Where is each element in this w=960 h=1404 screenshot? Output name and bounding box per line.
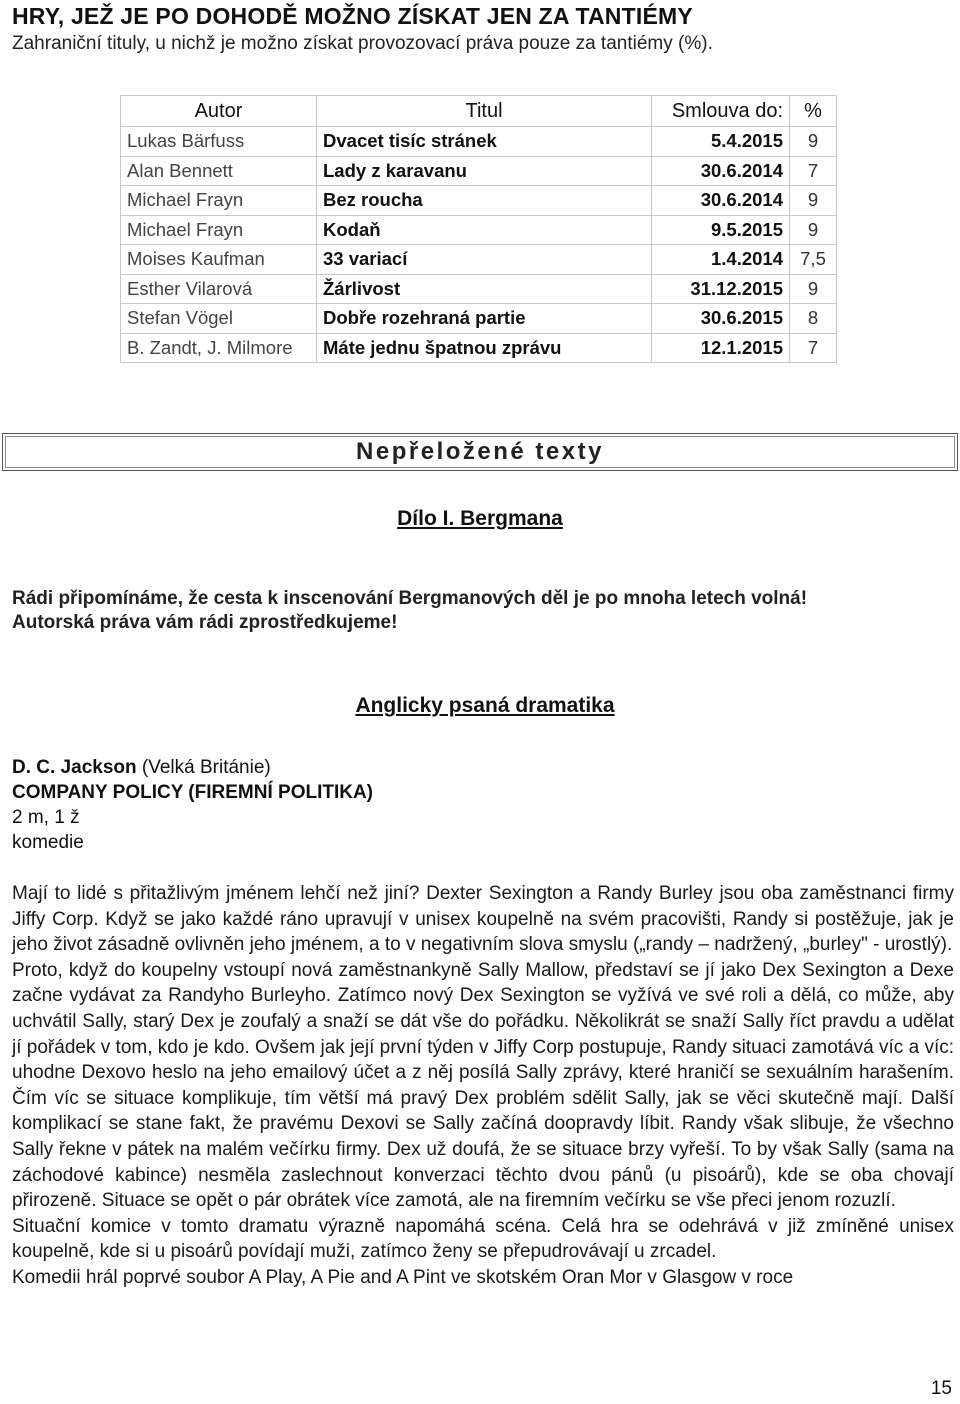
table-row [121,333,837,363]
cell-percent: 7 [790,156,837,186]
cell-percent: 9 [790,274,837,304]
play-author-country: (Velká Británie) [136,757,271,778]
cell-percent: 9 [790,127,837,157]
table-header-row [121,96,837,127]
bergman-works-heading: Dílo I. Bergmana [397,507,563,530]
cell-percent: 9 [790,215,837,245]
cell-date: 9.5.2015 [652,215,790,245]
play-cast: 2 m, 1 ž [12,807,80,828]
table-row [121,304,837,334]
page-title: HRY, JEŽ JE PO DOHODĚ MOŽNO ZÍSKAT JEN ZA TANTIÉMY [12,3,693,29]
reminder-line-1: Rádi připomínáme, že cesta k inscenování Bergmanových děl je po mnoha letech volná! [12,588,808,609]
cell-author: Michael Frayn [121,186,317,216]
play-genre: komedie [12,832,84,853]
play-author-line [12,755,373,780]
header-author: Autor [121,96,317,127]
description-paragraph: Proto, když do koupelny vstoupí nová zaměstnankyně Sally Mallow, představí se jí jako Dex Sexington a Dexe začne vydávat za Randyho Burleyho. Zatímco nový Dex Sexington se vyžívá ve své roli a dělá, co může, aby uchvátil Sally, starý Dex je zoufalý a snaží se dát vše do pořádku. Několikrát se snaží Sally říct pravdu a udělat jí pořádek v tom, kdo je kdo. Ovšem jak její první týden v Jiffy Corp postupuje, Randy situaci zamotává víc a víc: uhodne Dexovo heslo na jeho emailový účet a z něj posílá Sally zprávy, které hraničí se sexuálním harašením. Čím víc se situace komplikuje, tím větší má pravý Dex problém sdělit Sally, jak se věci skutečně mají. Další komplikací se stane fakt, že pravému Dexovi se Sally začíná doopravdy líbit. Randy však slibuje, že všechno Sally řekne v pátek na malém večírku firmy. Dex už doufá, že se situace brzy vyřeší. To by však Sally (sama na záchodové kabince) nesměla zaslechnout konverzaci těchto dvou pánů (u pisoárů), kde se oba chovají přirozeně. Situace se opět o pár obrátek více zamotá, ale na firemním večírku se vše přeci jenom rozuzlí. [12,959,954,1212]
cell-date: 12.1.2015 [652,333,790,363]
cell-author: Michael Frayn [121,215,317,245]
bergman-reminder [12,587,807,635]
play-description [12,881,954,1291]
reminder-line-2: Autorská práva vám rádi zprostředkujeme! [12,612,398,633]
cell-author: Alan Bennett [121,156,317,186]
untranslated-texts-banner: Nepřeložené texty [2,433,958,471]
cell-title: Bez roucha [317,186,652,216]
description-paragraph: Situační komice v tomto dramatu výrazně napomáhá scéna. Celá hra se odehrává v již zmíněné unisex koupelně, kde si u pisoárů povídají muži, zatímco ženy se přepudrovávají u zrcadel. [12,1215,954,1263]
cell-percent: 7 [790,333,837,363]
cell-percent: 8 [790,304,837,334]
cell-title: Lady z karavanu [317,156,652,186]
cell-author: Moises Kaufman [121,245,317,275]
cell-author: Esther Vilarová [121,274,317,304]
table-row [121,186,837,216]
cell-title: Dvacet tisíc stránek [317,127,652,157]
cell-percent: 9 [790,186,837,216]
description-paragraph: Komedii hrál poprvé soubor A Play, A Pie and A Pint ve skotském Oran Mor v Glasgow v roce [12,1266,794,1288]
cell-author: Stefan Vögel [121,304,317,334]
cell-title: Dobře rozehraná partie [317,304,652,334]
cell-date: 30.6.2014 [652,186,790,216]
cell-date: 1.4.2014 [652,245,790,275]
titles-table [120,95,837,363]
cell-title: Žárlivost [317,274,652,304]
cell-author: B. Zandt, J. Milmore [121,333,317,363]
play-author-name: D. C. Jackson [12,757,137,778]
table-row [121,274,837,304]
cell-author: Lukas Bärfuss [121,127,317,157]
cell-title: 33 variací [317,245,652,275]
play-title: COMPANY POLICY (FIREMNÍ POLITIKA) [12,782,374,803]
cell-title: Máte jednu špatnou zprávu [317,333,652,363]
table-row [121,245,837,275]
english-drama-heading: Anglicky psaná dramatika [355,694,615,717]
cell-percent: 7,5 [790,245,837,275]
table-row [121,215,837,245]
header-title: Titul [317,96,652,127]
cell-date: 5.4.2015 [652,127,790,157]
header-percent: % [790,96,837,127]
table-row [121,127,837,157]
cell-date: 31.12.2015 [652,274,790,304]
cell-date: 30.6.2015 [652,304,790,334]
header-contract-date: Smlouva do: [652,96,790,127]
play-info [12,755,373,855]
table-row [121,156,837,186]
cell-date: 30.6.2014 [652,156,790,186]
page-subtitle: Zahraniční tituly, u nichž je možno získat provozovací práva pouze za tantiémy (%). [12,33,713,54]
description-paragraph: Mají to lidé s přitažlivým jménem lehčí než jiní? Dexter Sexington a Randy Burley jsou oba zaměstnanci firmy Jiffy Corp. Když se jako každé ráno upravují v unisex koupelně na svém pracovišti, Randy si postěžuje, jak je jeho život zásadně ovlivněn jeho jménem, a to v negativním slova smyslu („randy – nadržený, „burley" - urostlý). [12,883,954,956]
cell-title: Kodaň [317,215,652,245]
page-number: 15 [930,1378,952,1399]
